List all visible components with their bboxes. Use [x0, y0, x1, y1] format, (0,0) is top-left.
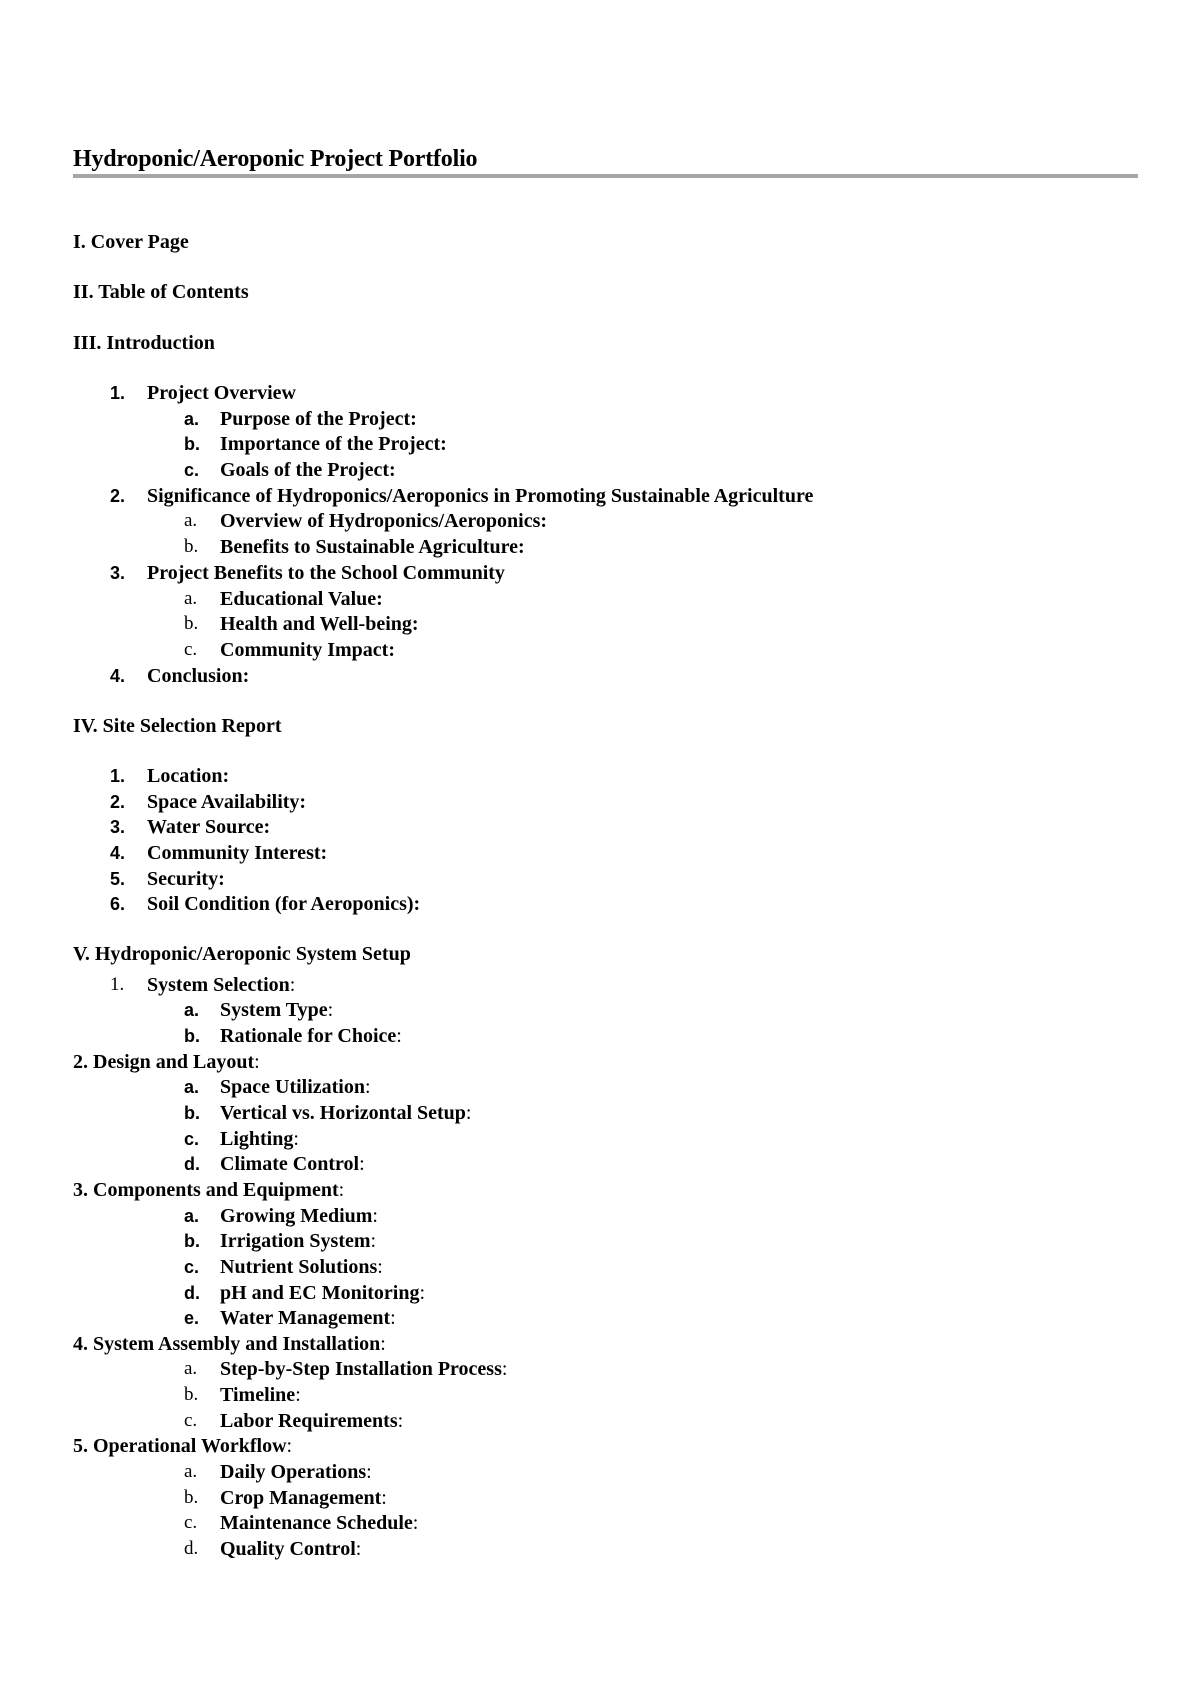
list-item-text: Goals of the Project: [220, 459, 396, 481]
list-marker: c. [184, 1410, 198, 1431]
list-item-text: Overview of Hydroponics/Aeroponics: [220, 510, 548, 532]
list-item-colon: : [286, 1435, 293, 1457]
list-marker: 5. [73, 1435, 88, 1457]
title-underline [73, 174, 1138, 178]
list-item-colon: : [366, 1461, 372, 1483]
list-item-colon: : [419, 1282, 426, 1304]
list-item-text: Rationale for Choice [220, 1025, 397, 1047]
list-item-text: Purpose of the Project: [220, 408, 417, 430]
list-item-text: Community Interest: [147, 842, 328, 864]
list-marker: b. [184, 613, 199, 634]
list-item-colon: : [465, 1102, 472, 1124]
list-marker: e. [184, 1308, 200, 1328]
list-marker: 3. [73, 1179, 88, 1201]
list-item-colon: : [372, 1205, 378, 1227]
list-marker: a. [184, 1000, 200, 1020]
list-item-colon: : [254, 1051, 260, 1073]
list-item-text: Daily Operations [220, 1461, 367, 1483]
list-item-colon: : [327, 999, 334, 1021]
list-item-text: System Selection [147, 974, 290, 996]
list-marker: 4. [73, 1333, 88, 1355]
list-item-text: Quality Control [220, 1538, 356, 1560]
list-item-colon: : [390, 1307, 396, 1329]
section-label: V. Hydroponic/Aeroponic System Setup [73, 943, 411, 965]
list-marker: b. [184, 1487, 199, 1508]
list-item-text: Step-by-Step Installation Process [220, 1358, 502, 1380]
list-marker: d. [184, 1538, 199, 1559]
list-item-text: Water Management [220, 1307, 391, 1329]
list-item-colon: : [396, 1025, 402, 1047]
list-marker: 1. [110, 383, 126, 403]
list-item-text: pH and EC Monitoring [220, 1282, 420, 1304]
list-item-text: Benefits to Sustainable Agriculture: [220, 536, 525, 558]
list-marker: c. [184, 1129, 200, 1149]
section-label: III. Introduction [73, 332, 215, 354]
list-item-text: Educational Value: [220, 588, 383, 610]
list-marker: 2. [110, 486, 126, 506]
list-marker: b. [184, 536, 199, 557]
list-item-text: Conclusion: [147, 665, 250, 687]
list-item-text: Location: [147, 765, 230, 787]
list-item-text: Operational Workflow [93, 1435, 287, 1457]
list-marker: 1. [110, 974, 125, 995]
list-marker: 3. [110, 817, 126, 837]
section-label: IV. Site Selection Report [73, 715, 282, 737]
list-marker: a. [184, 588, 198, 609]
list-marker: 6. [110, 894, 126, 914]
list-item-text: Crop Management [220, 1487, 382, 1509]
list-item-colon: : [365, 1076, 371, 1098]
list-marker: c. [184, 460, 200, 480]
list-item-text: Nutrient Solutions [220, 1256, 378, 1278]
section-label: II. Table of Contents [73, 281, 249, 303]
list-item-colon: : [289, 974, 296, 996]
section-label: I. Cover Page [73, 231, 189, 253]
list-marker: b. [184, 1384, 199, 1405]
list-item-colon: : [338, 1179, 345, 1201]
list-marker: c. [184, 1512, 198, 1533]
list-marker: a. [184, 1077, 200, 1097]
list-marker: a. [184, 1358, 198, 1379]
list-marker: d. [184, 1154, 200, 1174]
list-item-text: Vertical vs. Horizontal Setup [220, 1102, 466, 1124]
list-item-colon: : [412, 1512, 419, 1534]
list-item-text: Irrigation System [220, 1230, 371, 1252]
list-marker: 5. [110, 869, 126, 889]
list-item-text: Water Source: [147, 816, 271, 838]
list-item-colon: : [359, 1153, 365, 1175]
list-marker: 3. [110, 563, 126, 583]
list-item-colon: : [293, 1128, 299, 1150]
list-item-colon: : [501, 1358, 508, 1380]
list-item-colon: : [380, 1333, 386, 1355]
list-item-text: Lighting [220, 1128, 294, 1150]
list-item-text: Health and Well-being: [220, 613, 419, 635]
list-item-text: Soil Condition (for Aeroponics): [147, 893, 421, 915]
list-marker: 4. [110, 666, 126, 686]
list-item-text: Maintenance Schedule [220, 1512, 413, 1534]
list-item-text: System Assembly and Installation [93, 1333, 381, 1355]
list-item-text: Growing Medium [220, 1205, 373, 1227]
list-item-text: Security: [147, 868, 225, 890]
list-item-text: Timeline [220, 1384, 296, 1406]
list-item-colon: : [381, 1487, 387, 1509]
list-item-text: Importance of the Project: [220, 433, 447, 455]
list-item-text: Project Benefits to the School Community [147, 562, 505, 584]
list-marker: 4. [110, 843, 126, 863]
list-marker: a. [184, 409, 200, 429]
list-marker: b. [184, 1103, 200, 1123]
list-item-text: Components and Equipment [93, 1179, 339, 1201]
list-item-text: Project Overview [147, 382, 296, 404]
list-item-text: Design and Layout [93, 1051, 255, 1073]
list-marker: 2. [73, 1051, 88, 1073]
list-item-colon: : [370, 1230, 377, 1252]
list-marker: d. [184, 1283, 200, 1303]
list-item-colon: : [377, 1256, 383, 1278]
list-item-colon: : [397, 1410, 404, 1432]
list-item-text: Significance of Hydroponics/Aeroponics in Promoting Sustainable Agriculture [147, 485, 814, 507]
list-marker: a. [184, 1461, 198, 1482]
list-marker: c. [184, 1257, 200, 1277]
list-marker: b. [184, 434, 200, 454]
list-item-text: Labor Requirements [220, 1410, 398, 1432]
list-marker: b. [184, 1231, 200, 1251]
list-item-text: Community Impact: [220, 639, 395, 661]
list-marker: b. [184, 1026, 200, 1046]
list-item-text: System Type [220, 999, 328, 1021]
list-item-colon: : [355, 1538, 362, 1560]
list-marker: c. [184, 639, 198, 660]
list-item-colon: : [295, 1384, 301, 1406]
list-item-text: Space Availability: [147, 791, 307, 813]
list-marker: a. [184, 1206, 200, 1226]
list-item-text: Space Utilization [220, 1076, 365, 1098]
list-marker: 1. [110, 766, 126, 786]
list-marker: a. [184, 510, 198, 531]
document-title: Hydroponic/Aeroponic Project Portfolio [73, 146, 478, 172]
list-item-text: Climate Control [220, 1153, 360, 1175]
list-marker: 2. [110, 792, 126, 812]
